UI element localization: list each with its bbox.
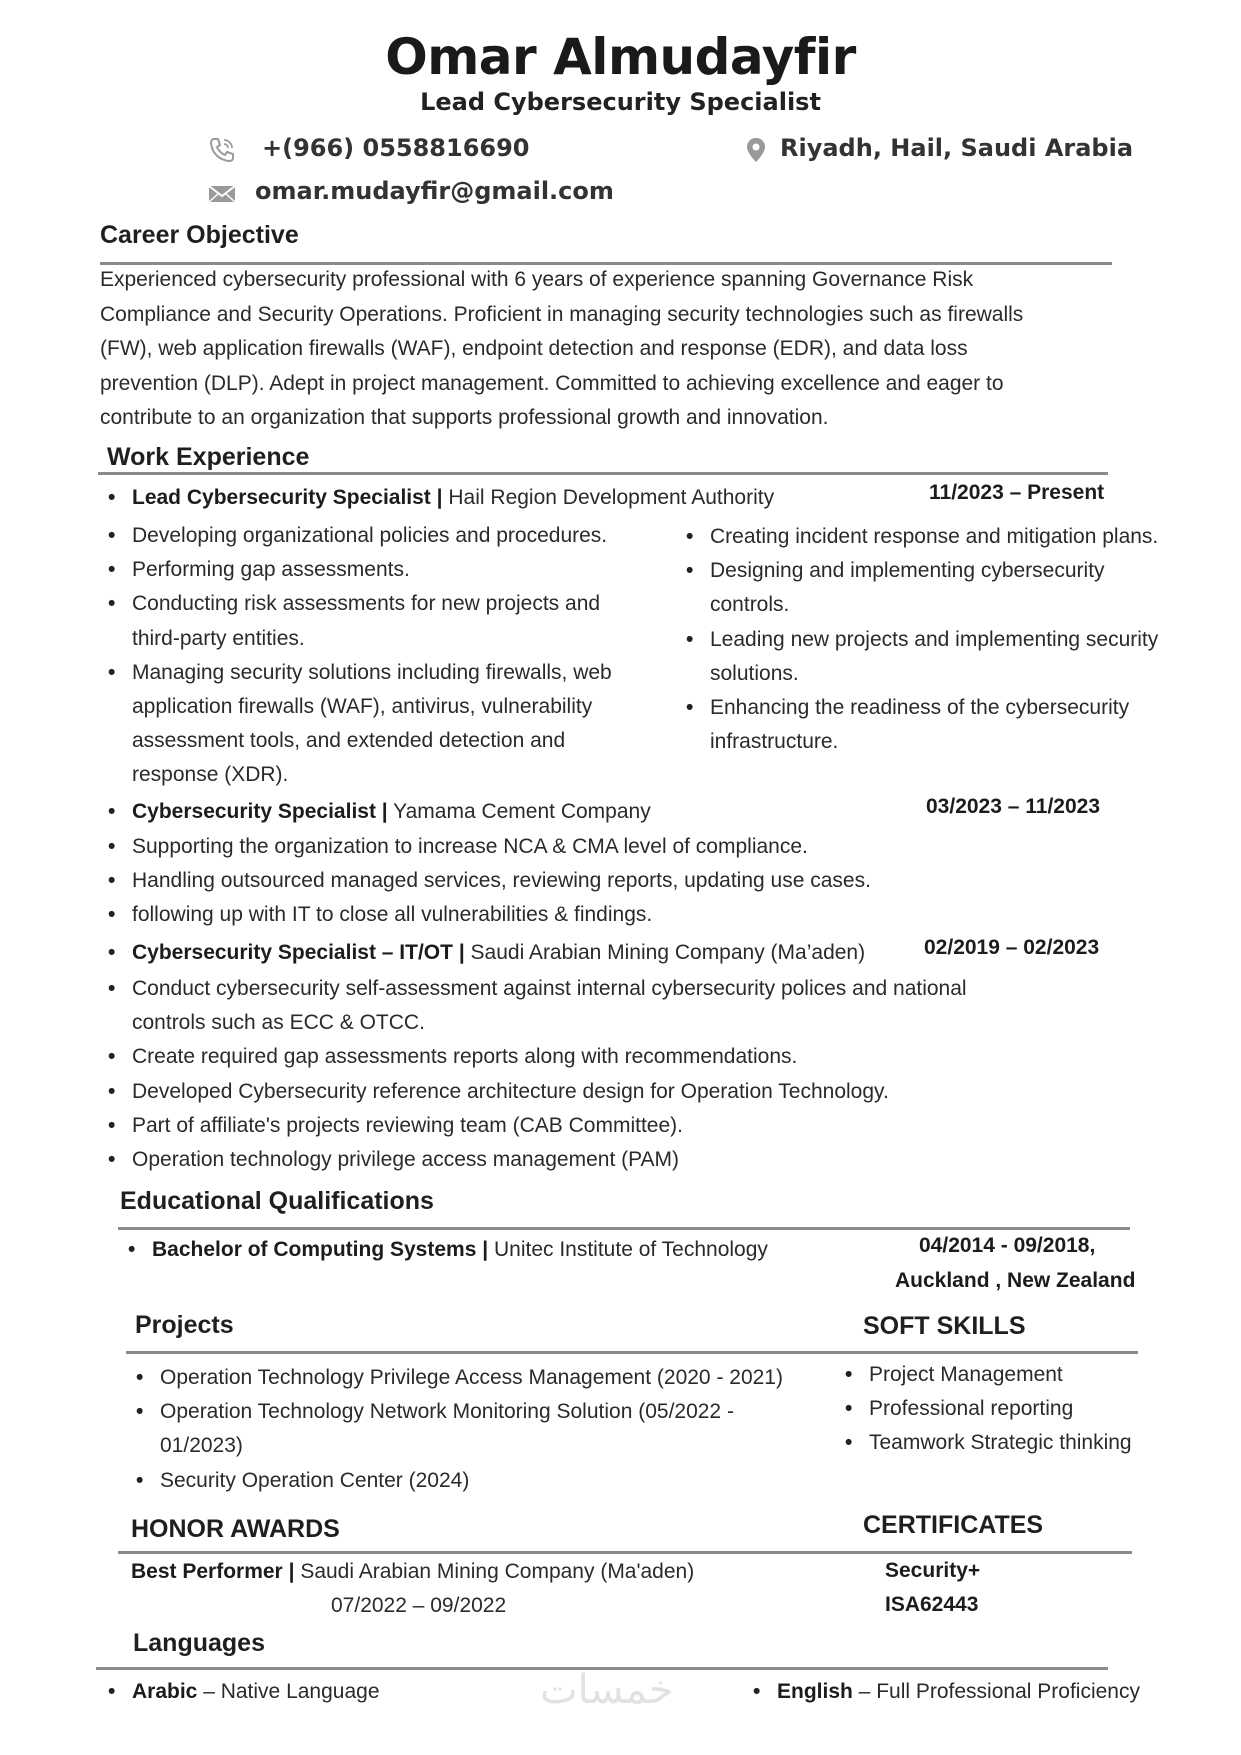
projects-divider xyxy=(126,1351,1138,1354)
objective-line: Compliance and Security Operations. Proficient in managing security technologies such as firewalls xyxy=(100,302,1024,326)
job-company: Saudi Arabian Mining Company (Ma’aden) xyxy=(470,941,866,964)
objective-line: Experienced cybersecurity professional with 6 years of experience spanning Governance Risk xyxy=(100,268,974,291)
list-item: • Create required gap assessments reports along with recommendations. xyxy=(100,1040,1140,1074)
list-item: • Performing gap assessments. xyxy=(100,553,660,587)
email-icon xyxy=(208,180,236,213)
resume-name: Omar Almudayfir xyxy=(385,28,856,86)
award-entry xyxy=(131,1555,694,1590)
list-item xyxy=(100,1675,540,1709)
location-pin-icon xyxy=(742,136,770,169)
list-item xyxy=(120,1233,840,1267)
list-item: • Operation technology privilege access management (PAM) xyxy=(100,1143,1140,1177)
list-item: • Developing organizational policies and procedures. xyxy=(100,519,660,553)
job-bullets-yamama xyxy=(100,830,1140,933)
job-role: Lead Cybersecurity Specialist xyxy=(132,486,431,509)
job-dates: 03/2023 – 11/2023 xyxy=(926,795,1101,818)
list-item: • Conduct cybersecurity self-assessment against internal cybersecurity polices and national controls such as ECC & OTCC. xyxy=(100,972,1140,1040)
languages-heading: Languages xyxy=(133,1629,265,1657)
location-text: Riyadh, Hail, Saudi Arabia xyxy=(780,134,1134,162)
education-entry xyxy=(120,1233,840,1267)
objective-line: (FW), web application firewalls (WAF), endpoint detection and response (EDR), and data loss xyxy=(100,337,968,360)
job-company: Yamama Cement Company xyxy=(393,800,651,823)
job-dates: 02/2019 – 02/2023 xyxy=(924,936,1100,959)
list-item: • Handling outsourced managed services, reviewing reports, updating use cases. xyxy=(100,864,1140,898)
job-title-line xyxy=(100,936,920,970)
email-address[interactable]: omar.mudayfir@gmail.com xyxy=(255,177,614,205)
separator: | xyxy=(381,800,388,823)
job-bullets-maaden xyxy=(100,972,1140,1177)
separator: | xyxy=(482,1238,489,1261)
phone-icon xyxy=(208,136,236,169)
language-english xyxy=(745,1675,1205,1709)
job-role: Cybersecurity Specialist xyxy=(132,800,376,823)
list-item: • Operation Technology Network Monitoring Solution (05/2022 - 01/2023) xyxy=(128,1395,828,1463)
list-item: • following up with IT to close all vulnerabilities & findings. xyxy=(100,898,1140,932)
education-place: Auckland , New Zealand xyxy=(895,1269,1136,1292)
objective-line: prevention (DLP). Adept in project management. Committed to achieving excellence and eager to xyxy=(100,371,1004,395)
watermark-logo: خمسات xyxy=(540,1667,674,1713)
language-arabic xyxy=(100,1675,540,1709)
award-dates: 07/2022 – 09/2022 xyxy=(331,1594,507,1617)
job-bullets-left xyxy=(100,519,660,793)
list-item: • Leading new projects and implementing security solutions. xyxy=(678,623,1198,691)
language-level: – Native Language xyxy=(197,1680,380,1703)
list-item: • Managing security solutions including firewalls, web application firewalls (WAF), antivirus, vulnerability assessment tools, and extended detection and response (XDR). xyxy=(100,656,660,793)
list-item: • Operation Technology Privilege Access Management (2020 - 2021) xyxy=(128,1361,828,1395)
job-title-line xyxy=(100,481,860,515)
separator: | xyxy=(458,941,465,964)
objective-line: contribute to an organization that supports professional growth and innovation. xyxy=(100,406,829,429)
education-divider xyxy=(118,1227,1130,1230)
job-header-yamama xyxy=(100,795,860,829)
career-objective-text xyxy=(100,263,1140,436)
language-name: English xyxy=(777,1680,853,1703)
list-item: • Security Operation Center (2024) xyxy=(128,1464,828,1498)
list-item: • Designing and implementing cybersecurity controls. xyxy=(678,554,1198,622)
awards-divider xyxy=(118,1551,1132,1554)
job-header-hail xyxy=(100,481,860,515)
career-objective-heading: Career Objective xyxy=(100,221,299,249)
language-name: Arabic xyxy=(132,1680,198,1703)
list-item: • Creating incident response and mitigation plans. xyxy=(678,520,1198,554)
separator: | xyxy=(436,486,443,509)
list-item: • Teamwork Strategic thinking xyxy=(837,1426,1177,1460)
list-item: • Project Management xyxy=(837,1358,1177,1392)
list-item: • Supporting the organization to increase NCA & CMA level of compliance. xyxy=(100,830,1140,864)
projects-heading: Projects xyxy=(135,1311,234,1339)
list-item: • Developed Cybersecurity reference architecture design for Operation Technology. xyxy=(100,1075,1140,1109)
projects-list xyxy=(128,1361,828,1498)
certificate-item: ISA62443 xyxy=(885,1593,979,1616)
list-item xyxy=(745,1675,1205,1709)
job-header-maaden xyxy=(100,936,920,970)
school: Unitec Institute of Technology xyxy=(493,1238,768,1261)
job-role: Cybersecurity Specialist – IT/OT xyxy=(132,941,453,964)
certificate-item: Security+ xyxy=(885,1559,981,1582)
language-level: – Full Professional Proficiency xyxy=(852,1680,1140,1703)
job-company: Hail Region Development Authority xyxy=(448,486,775,509)
award-title: Best Performer xyxy=(131,1560,283,1583)
list-item: • Part of affiliate's projects reviewing team (CAB Committee). xyxy=(100,1109,1140,1143)
honor-awards-heading: HONOR AWARDS xyxy=(131,1515,340,1543)
education-heading: Educational Qualifications xyxy=(120,1187,434,1215)
soft-skills-list xyxy=(837,1358,1177,1461)
phone-number[interactable]: +(966) 0558816690 xyxy=(262,134,530,162)
job-title-line xyxy=(100,795,860,829)
certificates-heading: CERTIFICATES xyxy=(863,1511,1044,1539)
list-item: • Professional reporting xyxy=(837,1392,1177,1426)
award-org: Saudi Arabian Mining Company (Ma'aden) xyxy=(300,1560,695,1583)
job-bullets-right xyxy=(678,520,1198,759)
resume-job-title: Lead Cybersecurity Specialist xyxy=(420,88,821,116)
degree: Bachelor of Computing Systems xyxy=(152,1238,477,1261)
job-dates: 11/2023 – Present xyxy=(929,481,1105,504)
work-experience-heading: Work Experience xyxy=(107,443,310,471)
separator: | xyxy=(288,1560,295,1583)
soft-skills-heading: SOFT SKILLS xyxy=(863,1312,1026,1340)
list-item: • Conducting risk assessments for new projects and third-party entities. xyxy=(100,587,660,655)
work-experience-divider xyxy=(98,472,1108,475)
education-dates: 04/2014 - 09/2018, xyxy=(919,1234,1096,1257)
list-item: • Enhancing the readiness of the cybersecurity infrastructure. xyxy=(678,691,1198,759)
